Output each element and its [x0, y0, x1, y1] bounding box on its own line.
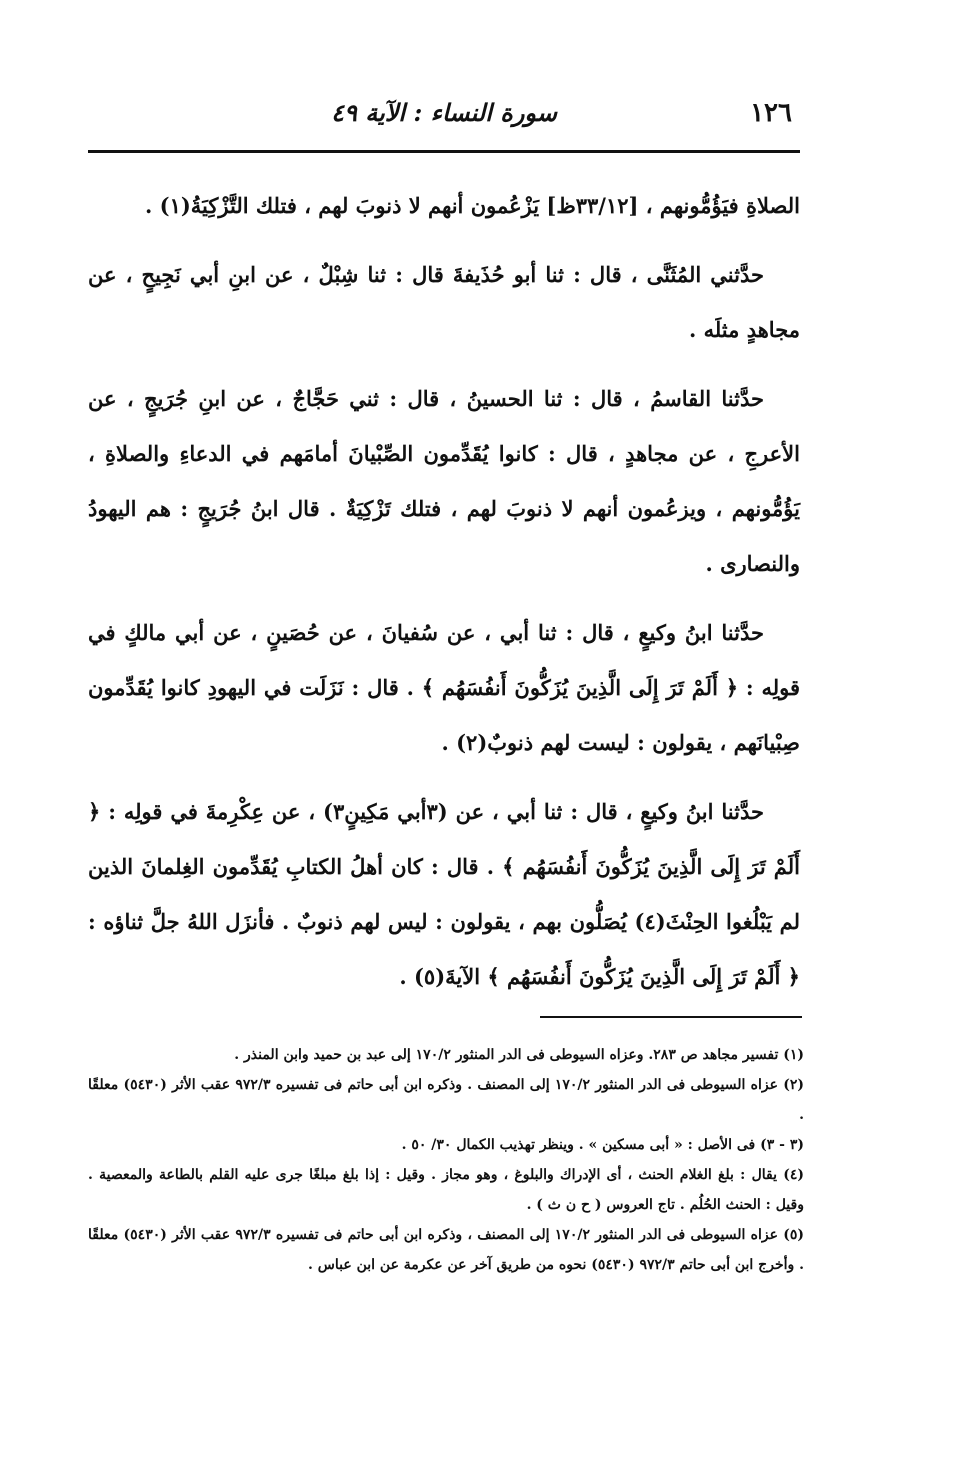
running-title: سورة النساء : الآية ٤٩ — [331, 98, 557, 127]
paragraph: حدَّثنا ابنُ وكيعٍ ، قال : ثنا أبي ، عن سُفيانَ ، عن حُصَينٍ ، عن أبي مالكٍ في قولِه : ﴿ أَلَمْ تَرَ إِلَى الَّذِينَ يُزَكُّونَ أَنفُسَهُم ﴾ . قال : نَزَلَت في اليهودِ كانوا يُقَدِّمون صِبْيانَهم ، يقولون : ليست لهم ذنوبٌ(٢) . — [88, 620, 800, 755]
footnote: (٥) عزاه السيوطى فى الدر المنثور ١٧٠/٢ إلى المصنف ، وذكره ابن أبى حاتم فى تفسيره ٩٧٢/٣ عقب الأثر (٥٤٣٠) معلقًا . وأخرج ابن أبى حاتم ٩٧٢/٣ (٥٤٣٠) نحوه من طريق آخر عن عكرمة عن ابن عباس . — [88, 1227, 805, 1273]
footnote: (٤) يقال : بلغ الغلام الحنث ، أى الإدراك والبلوغ ، وهو مجاز . وقيل : إذا بلغ مبلغًا جرى عليه القلم بالطاعة والمعصية . وقيل : الحنث الحُلُم . تاج العروس ( ح ن ث ) . — [88, 1167, 804, 1213]
paragraph: حدَّثني المُثَنَّى ، قال : ثنا أبو حُذَيفةَ قال : ثنا شِبْلٌ ، عن ابنِ أبي نَجِيحٍ ، عن مجاهدٍ مثلَه . — [88, 262, 800, 342]
footnote-divider — [540, 1016, 802, 1018]
header-divider — [88, 150, 800, 153]
paragraph: الصلاةِ فيَؤُمُّونهم ، [٣٣/١٢ظ] يَزْعُمون أنهم لا ذنوبَ لهم ، فتلك التَّزْكِيَةُ(١) . — [145, 193, 800, 218]
footnote: (١) تفسير مجاهد ص ٢٨٣. وعزاه السيوطى فى الدر المنثور ١٧٠/٢ إلى عبد بن حميد وابن المنذر . — [234, 1047, 804, 1063]
footnote: (٢) عزاه السيوطى فى الدر المنثور ١٧٠/٢ إلى المصنف . وذكره ابن أبى حاتم فى تفسيره ٩٧٢/٣ عقب الأثر (٥٤٣٠) معلقًا . — [88, 1077, 804, 1123]
footnote: (٣ - ٣) فى الأصل : « أبى مسكين » . وينظر تهذيب الكمال ٣٠/ ٥٠ . — [401, 1137, 804, 1153]
main-text — [88, 178, 800, 1018]
footnotes — [88, 1040, 804, 1280]
paragraph: حدَّثنا ابنُ وكيعٍ ، قال : ثنا أبي ، عن (٣أبي مَكِينٍ٣) ، عن عِكْرِمةَ في قولِه : ﴿ أَلَمْ تَرَ إِلَى الَّذِينَ يُزَكُّونَ أَنفُسَهُم ﴾ . قال : كان أهلُ الكتابِ يُقَدِّمون الغِلمانَ الذين لم يَبْلُغوا الحِنْثَ(٤) يُصَلُّون بهم ، يقولون : ليس لهم ذنوبٌ . فأنزَل اللهُ جلَّ ثناؤه : ﴿ أَلَمْ تَرَ إِلَى الَّذِينَ يُزَكُّونَ أَنفُسَهُم ﴾ الآيةَ(٥) . — [88, 799, 800, 989]
page-header — [88, 96, 800, 136]
page-number: ١٢٦ — [750, 98, 792, 128]
paragraph: حدَّثنا القاسمُ ، قال : ثنا الحسينُ ، قال : ثني حَجَّاجٌ ، عن ابنِ جُرَيجٍ ، عن الأعرجِ ، عن مجاهدٍ ، قال : كانوا يُقَدِّمون الصِّبْيانَ أمامَهم في الدعاءِ والصلاةِ ، يَؤُمُّونهم ، ويزعُمون أنهم لا ذنوبَ لهم ، فتلك تَزْكِيَةٌ . قال ابنُ جُرَيجٍ : هم اليهودُ والنصارى . — [88, 386, 800, 576]
